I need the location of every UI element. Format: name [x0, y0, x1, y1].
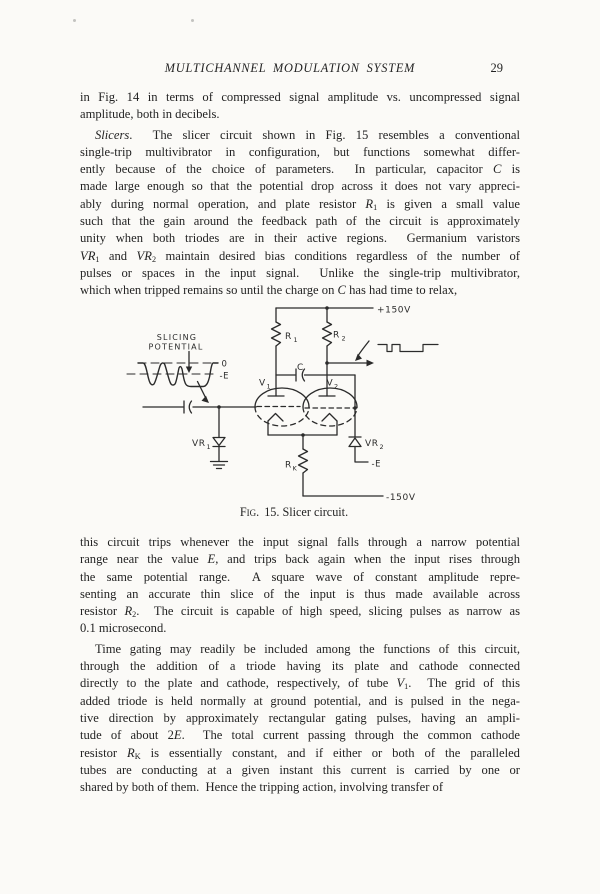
text-line: resistor $R_K$ is essentially constant, and if either or both of the paralleled — [80, 745, 520, 761]
waveform-pointer-line — [198, 382, 206, 398]
r1-label: R — [285, 332, 292, 342]
text-line: pulses or spaces in the input signal. Unlike the single-trip multivibrator, — [80, 265, 520, 280]
tube-v1-envelope-top — [255, 388, 309, 407]
text-line: resistor $R_2$. The circuit is capable of high speed, slicing pulses as narrow as — [80, 604, 520, 620]
output-pointer-curve — [358, 341, 370, 357]
paragraph-slicers — [80, 127, 520, 300]
vr1-label: VR — [192, 439, 206, 449]
neg-e-label: -E — [371, 459, 381, 470]
text-line: made large enough so that the potential drop across it does not vary appreci- — [80, 179, 520, 194]
text-line: added triode is held normally at ground potential, and is pulsed in the nega- — [80, 693, 520, 708]
text-line: Slicers. The slicer circuit shown in Fig. 15 resembles a conventional — [95, 127, 520, 142]
tube-v2-envelope-bottom — [303, 407, 357, 426]
slicing-potential-label-2: POTENTIAL — [148, 342, 204, 352]
running-head — [80, 61, 520, 77]
tube-v2-envelope-top — [303, 388, 357, 407]
text-line: in Fig. 14 in terms of compressed signal amplitude vs. uncompressed signal — [80, 90, 520, 104]
output-pointer-arrowhead — [355, 354, 362, 361]
text-line: this circuit trips whenever the input signal falls through a narrow potential — [80, 535, 520, 549]
scan-speck — [191, 19, 194, 22]
text-line: tive direction by approximately rectangular gating pulses, having an ampli- — [80, 710, 520, 725]
r2-label: R — [333, 330, 340, 341]
text-line: range near the value E, and trips back again when the input rises through — [80, 552, 520, 567]
text-line: senting an accurate thin slice of the input is thus made available across — [80, 586, 520, 601]
rk-label: R — [285, 460, 292, 471]
input-waveform — [138, 363, 218, 387]
text-line: unity when both triodes are in their active regions. Germanium varistors — [80, 231, 520, 246]
resistor-r2 — [323, 322, 332, 346]
text-line: directly to the plate and cathode, respectively, of tube $V_1$. The grid of this — [80, 676, 520, 692]
text-line: the same potential range. A square wave of constant amplitude repre- — [80, 569, 520, 584]
body-text-lower — [80, 534, 520, 796]
text-line: shared by both of them. Hence the tripping action, involving transfer of — [80, 780, 444, 795]
vr2-diode — [349, 438, 361, 447]
v2-label: V — [326, 378, 334, 389]
page-header-title: MULTICHANNEL MODULATION SYSTEM — [164, 61, 416, 75]
text-line: $VR_1$ and $VR_2$ maintain desired bias conditions regardless of the number of — [80, 248, 521, 264]
text-line: ably during normal operation, and plate resistor $R_1$ is given a small value — [80, 196, 520, 212]
junction-dot — [301, 433, 305, 437]
text-line: such that the gain around the feedback path of the circuit is approximately — [80, 214, 520, 229]
c-label: C — [297, 363, 304, 373]
text-line: 0.1 microsecond. — [80, 621, 167, 636]
scan-speck — [73, 19, 76, 22]
text-line: tubes are conducting at a given instant this current is carried by one or — [80, 762, 520, 777]
negative-supply-label: -150V — [386, 493, 416, 503]
r1-label-sub: 1 — [293, 336, 298, 344]
slicing-potential-label-1: SLICING — [156, 333, 198, 342]
figure-caption-text: 15. Slicer circuit. — [264, 505, 349, 519]
body-text-upper — [80, 89, 520, 300]
positive-supply-label: +150V — [377, 305, 411, 316]
v1-label: V — [259, 378, 266, 389]
tube-v1-envelope-bottom — [255, 407, 309, 426]
input-cap-plate-right — [189, 401, 191, 413]
r2-label-sub: 2 — [341, 334, 346, 343]
page-number: 29 — [490, 61, 503, 75]
vr1-label-sub: 1 — [206, 443, 211, 451]
text-line: which when tripped remains so until the charge on C has had time to relax, — [80, 283, 458, 298]
figure-caption-label: Fig. — [239, 505, 260, 519]
resistor-rk — [299, 449, 308, 473]
vr2-label: VR — [365, 439, 379, 449]
slicing-pointer-arrowhead — [186, 367, 192, 374]
text-line: amplitude, both in decibels. — [80, 107, 220, 122]
paragraph-time-gating — [80, 641, 520, 797]
v1-label-sub: 1 — [266, 382, 271, 391]
text-line: tude of about 2E. The total current passing through the common cathode — [80, 728, 520, 743]
figure-caption — [80, 505, 508, 520]
slicer-circuit-figure — [120, 300, 455, 505]
output-square-wave — [378, 345, 438, 352]
text-line: ently because of the choice of parameters. In particular, capacitor C is — [80, 162, 520, 177]
paragraph-continuation-2 — [80, 534, 520, 638]
neg-e-level-label: -E — [219, 371, 229, 382]
zero-level-label: 0 — [221, 359, 228, 370]
tube-v1-cathode — [268, 414, 283, 422]
text-line: single-trip multivibrator in configuration, but functions somewhat differ- — [80, 144, 520, 159]
junction-dot — [217, 405, 221, 409]
ground-icon — [211, 462, 228, 469]
paragraph-continuation — [80, 89, 520, 124]
junction-dot — [325, 306, 329, 310]
vr2-label-sub: 2 — [379, 443, 384, 451]
output-arrowhead — [367, 360, 375, 367]
vr1-diode — [213, 438, 225, 446]
tube-v2-cathode — [322, 414, 337, 422]
v2-label-sub: 2 — [334, 382, 339, 391]
waveform-pointer-arrowhead — [202, 396, 210, 403]
text-line: Time gating may readily be included among the functions of this circuit, — [95, 641, 520, 656]
text-line: through the addition of a triode having its plate and cathode connected — [80, 659, 520, 674]
resistor-r1 — [272, 322, 281, 346]
rk-label-sub: K — [292, 464, 297, 473]
junction-dot — [353, 406, 357, 410]
junction-dot — [325, 361, 329, 365]
